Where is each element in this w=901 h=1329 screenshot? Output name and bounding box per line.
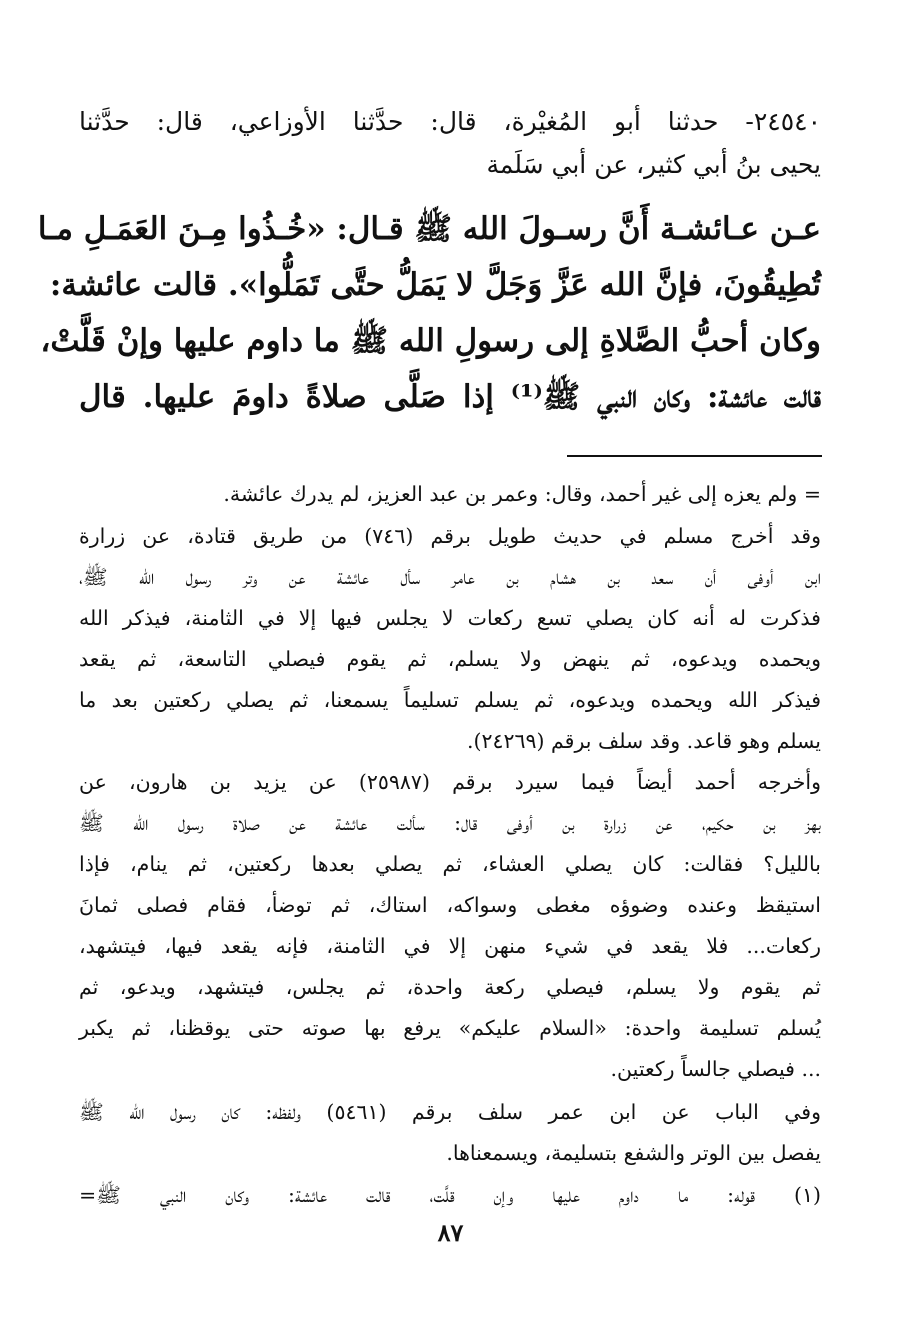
footnote-line-11: استيقظ وعنده وضوؤه مغطى وسواكه، استاك، ثم توضأ، فقام فصلى ثمانَ — [79, 893, 821, 917]
footnote-line-2: وقد أخرج مسلم في حديث طويل برقم (٧٤٦) من طريق قتادة، عن زرارة — [79, 524, 821, 548]
footnote-line-14: يُسلم تسليمة واحدة: «السلام عليكم» يرفع بها صوته حتى يوقظنا، ثم يكبر — [79, 1016, 821, 1040]
footnote-line-1: = ولم يعزه إلى غير أحمد، وقال: وعمر بن عبد العزيز، لم يدرك عائشة. — [223, 482, 821, 506]
footnote-line-5: ويحمده ويدعوه، ثم ينهض ولا يسلم، ثم يقوم فيصلي التاسعة، ثم يقعد — [79, 647, 821, 671]
footnote-line-8: وأخرجه أحمد أيضاً فيما سيرد برقم (٢٥٩٨٧) عن يزيد بن هارون، عن — [79, 770, 822, 794]
page-number: ٨٧ — [437, 1218, 464, 1247]
footnote-line-15: ... فيصلي جالساً ركعتين. — [610, 1057, 821, 1081]
hadith-text-line-1: عـن عـائشـة أَنَّ رسـولَ الله ﷺ قـال: «خُـذُوا مِـنَ العَمَـلِ مـا — [37, 211, 821, 247]
footnote-line-10: بالليل؟ فقالت: كان يصلي العشاء، ثم يصلي بعدها ركعتين، ثم ينام، فإذا — [79, 852, 821, 876]
footnote-line-7: يسلم وهو قاعد. وقد سلف برقم (٢٤٢٦٩). — [466, 729, 821, 753]
footnote-line-3: ابن أوفى أن سعد بن هشام بن عامر سأل عائشة عن وتر رسول الله ﷺ، — [79, 565, 821, 589]
hadith-text-line-4: قالت عائشة: وكان النبي ﷺ⁽¹⁾ إذا صَلَّى صلاةً داومَ عليها. قال — [79, 379, 822, 415]
footnote-line-9: بهز بن حكيم، عن زرارة بن أوفى قال: سألت عائشة عن صلاة رسول الله ﷺ — [79, 811, 821, 835]
hadith-chain-line-2: يحيى بنُ أبي كثير، عن أبي سَلَمة — [486, 150, 821, 179]
footnote-line-6: فيذكر الله ويحمده ويدعوه، ثم يسلم تسليماً يسمعنا، ثم يصلي ركعتين بعد ما — [79, 688, 821, 712]
hadith-text-line-2: تُطِيقُونَ، فإنَّ الله عَزَّ وَجَلَّ لا يَمَلُّ حتَّى تَمَلُّوا». قالت عائشة: — [49, 267, 821, 303]
footnote-separator — [567, 455, 822, 457]
footnote-line-4: فذكرت له أنه كان يصلي تسع ركعات لا يجلس فيها إلا في الثامنة، فيذكر الله — [79, 606, 821, 630]
footnote-line-17: يفصل بين الوتر والشفع بتسليمة، ويسمعناها. — [446, 1141, 821, 1165]
footnote-line-12: ركعات... فلا يقعد في شيء منهن إلا في الثامنة، فإنه يقعد فيها، فيتشهد، — [79, 934, 821, 958]
footnote-line-18: (١) قوله: ما داوم عليها وإن قلَّت، قالت عائشة: وكان النبي ﷺ= — [79, 1183, 821, 1207]
footnote-line-13: ثم يقوم ولا يسلم، فيصلي ركعة واحدة، ثم يجلس، فيتشهد، ويدعو، ثم — [79, 975, 821, 999]
hadith-chain-line-1: ٢٤٥٤٠- حدثنا أبو المُغيْرة، قال: حدَّثنا الأوزاعي، قال: حدَّثنا — [79, 107, 821, 136]
footnote-line-16: وفي الباب عن ابن عمر سلف برقم (٥٤٦١) ولفظه: كان رسول الله ﷺ — [79, 1100, 821, 1124]
hadith-text-line-3: وكان أحبُّ الصَّلاةِ إلى رسولِ الله ﷺ ما داوم عليها وإنْ قَلَّتْ، — [40, 323, 821, 359]
